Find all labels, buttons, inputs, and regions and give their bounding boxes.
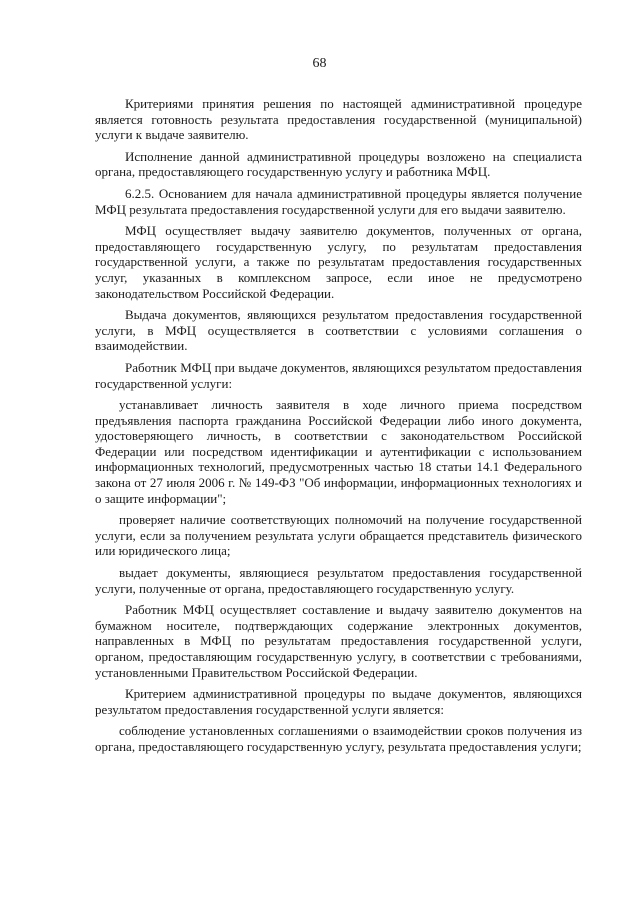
page-number: 68 — [312, 56, 327, 71]
paragraph-issuance-criterion: Критерием административной процедуры по выдаче документов, являющихся результатом предоставления государственной услуги является: — [95, 686, 582, 717]
list-item-identity-verification: устанавливает личность заявителя в ходе личного приема посредством предъявления паспорта гражданина Российской Федерации либо иного документа, удостоверяющего личность, в соответствии с законодательством Российской Федерации или посредством идентификации и аутентификации с использованием информационных технологий, предусмотренных частью 18 статьи 14.1 Федерального закона от 27 июля 2006 г. № 149-ФЗ "Об информации, информационных технологиях и о защите информации"; — [95, 397, 582, 506]
list-item-authority-check: проверяет наличие соответствующих полномочий на получение государственной услуги, если за получением результата услуги обращается представитель физического или юридического лица; — [95, 512, 582, 559]
paragraph-paper-copies: Работник МФЦ осуществляет составление и выдачу заявителю документов на бумажном носителе, подтверждающих содержание электронных документов, направленных в МФЦ по результатам предоставления государственной услуги, органом, предоставляющим государственную услугу, в соответствии с требованиями, установленными Правительством Российской Федерации. — [95, 602, 582, 680]
paragraph-section-6-2-5: 6.2.5. Основанием для начала административной процедуры является получение МФЦ результата предоставления государственной услуги для его выдачи заявителю. — [95, 185, 582, 217]
list-item-issue-documents: выдает документы, являющиеся результатом предоставления государственной услуги, полученные от органа, предоставляющего государственную услугу. — [95, 565, 582, 596]
paragraph-issuance-per-agreement: Выдача документов, являющихся результатом предоставления государственной услуги, в МФЦ осуществляется в соответствии с условиями соглашения о взаимодействии. — [95, 307, 582, 354]
paragraph-execution-assignment: Исполнение данной административной процедуры возложено на специалиста органа, предоставляющего государственную услугу и работника МФЦ. — [95, 148, 582, 180]
paragraph-mfc-issues-documents: МФЦ осуществляет выдачу заявителю документов, полученных от органа, предоставляющего государственную услугу, по результатам предоставления государственной услуги, а также по результатам предоставления государственных услуг, указанных в комплексном запросе, если иное не предусмотрено законодательством Российской Федерации. — [95, 223, 582, 301]
paragraph-acceptance-criteria: Критериями принятия решения по настоящей административной процедуре является готовность результата предоставления государственной (муниципальной) услуги к выдаче заявителю. — [95, 96, 582, 143]
paragraph-mfc-worker-on-issuance: Работник МФЦ при выдаче документов, являющихся результатом предоставления государственной услуги: — [95, 359, 582, 391]
document-body — [95, 96, 582, 761]
list-item-deadline-compliance: соблюдение установленных соглашениями о взаимодействии сроков получения из органа, предоставляющего государственную услугу, результата предоставления услуги; — [95, 723, 582, 754]
